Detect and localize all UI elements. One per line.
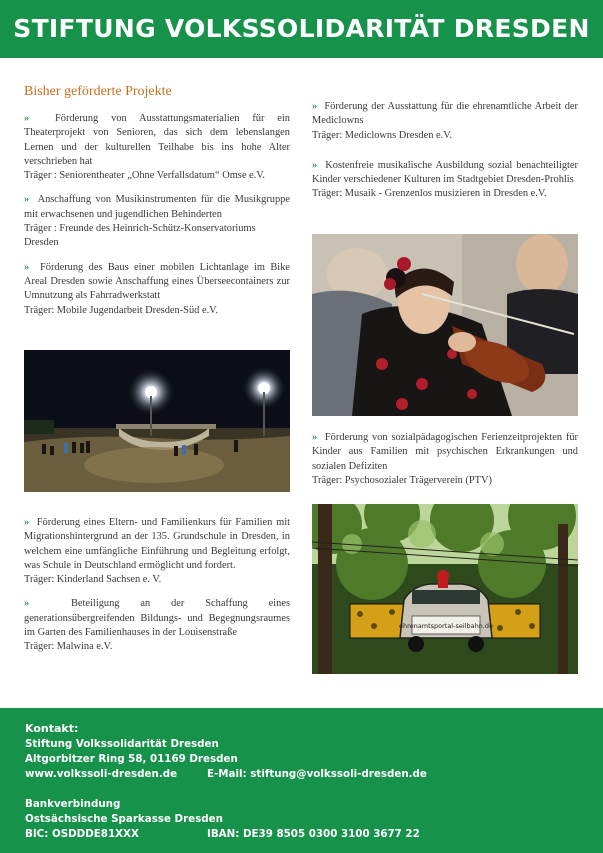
bullet-icon: » (24, 261, 30, 273)
project-text: Kostenfreie musikalische Ausbildung sozial benachteiligter Kinder verschiedener Kulturen im Stadtgebiet Dresden-Prohlis (312, 159, 578, 186)
project-sponsor: Träger: Mobile Jugendarbeit Dresden-Süd e.V. (24, 304, 218, 316)
right-column-lower (312, 431, 578, 498)
contact-heading: Kontakt: (25, 722, 79, 735)
iban: IBAN: DE39 8505 0300 3100 3677 22 (207, 828, 420, 840)
project-sponsor: Träger: Kinderland Sachsen e. V. (24, 574, 162, 586)
project-item (24, 261, 290, 318)
project-item (312, 431, 578, 488)
header-banner (0, 0, 603, 58)
project-sponsor: Träger: Musaik - Grenzenlos musizieren in Dresden e.V. (312, 188, 547, 200)
left-column-lower (24, 516, 290, 665)
bullet-icon: » (312, 101, 318, 112)
left-column (24, 84, 290, 328)
project-text: Anschaffung von Musikinstrumenten für die Musikgruppe mit erwachsenen und jugendlichen Behinderten (24, 194, 290, 220)
project-text: Förderung von Ausstattungsmaterialien für ein Theaterprojekt von Senioren, das sich dem lebenslangen Lernen und der kulturellen Teilhabe bis ins hohe Alter verschrieben hat (24, 113, 291, 167)
project-sponsor: Träger : Freunde des Heinrich-Schütz-Konservatoriums Dresden (24, 223, 256, 249)
bullet-icon: » (312, 432, 318, 443)
photo-bike-park-night (24, 350, 290, 492)
right-column (312, 100, 578, 212)
bank-name: Ostsächsische Sparkasse Dresden (25, 813, 223, 825)
address: Altgorbitzer Ring 58, 01169 Dresden (25, 753, 238, 765)
website-link[interactable]: www.volkssoli-dresden.de (25, 768, 178, 780)
project-text: Förderung eines Eltern- und Familienkurs für Familien mit Migrationshintergrund an der 135. Grundschule in Dresden, in welchem eine umfängliche Einführung und Begleitung erfolgt, was Schule in Deutschland ermöglicht und fordert. (24, 517, 290, 571)
project-text: Förderung der Ausstattung für die ehrenamtliche Arbeit der Mediclowns (312, 101, 578, 127)
section-title: Bisher geförderte Projekte (24, 84, 172, 99)
project-sponsor: Träger: Malwina e.V. (24, 641, 113, 653)
project-item (24, 516, 290, 587)
project-sponsor: Träger: Psychosozialer Trägerverein (PTV) (312, 474, 492, 486)
footer-contact (0, 708, 603, 853)
bullet-icon: » (24, 598, 30, 610)
project-sponsor: Träger: Mediclowns Dresden e.V. (312, 129, 452, 141)
org-name: Stiftung Volkssolidarität Dresden (25, 738, 219, 750)
car-sign-text: ehrenamtsportal-seilbahn.de (398, 622, 494, 630)
project-item (312, 159, 578, 202)
project-text: Beteiligung an der Schaffung eines generationsübergreifenden Bildungs- und Begegnungsraumes im Garten des Familienhauses in der Louisenstraße (24, 598, 290, 639)
project-text: Förderung des Baus einer mobilen Lichtanlage im Bike Areal Dresden sowie Anschaffung eines Überseecontainers zur Umnutzung als Fahrradwerkstatt (24, 261, 290, 302)
project-item (312, 100, 578, 143)
bic: BIC: OSDDDE81XXX (25, 828, 139, 840)
page-title: STIFTUNG VOLKSSOLIDARITÄT DRESDEN (13, 14, 590, 43)
project-item (24, 193, 290, 250)
photo-girl-violin (312, 234, 578, 416)
bullet-icon: » (24, 517, 30, 528)
email-link[interactable]: E-Mail: stiftung@volkssoli-dresden.de (207, 768, 427, 780)
bullet-icon: » (24, 113, 30, 124)
project-item (24, 597, 290, 654)
project-item (24, 112, 290, 183)
project-sponsor: Träger : Seniorentheater „Ohne Verfallsdatum“ Omse e.V. (24, 170, 266, 182)
bullet-icon: » (24, 194, 30, 206)
project-text: Förderung von sozialpädagogischen Ferienzeitprojekten für Kinder aus Familien mit psychischen Erkrankungen und sozialen Defiziten (312, 432, 578, 472)
bullet-icon: » (312, 159, 318, 171)
bank-heading: Bankverbindung (25, 798, 121, 810)
photo-forest-cable-car (312, 504, 578, 674)
